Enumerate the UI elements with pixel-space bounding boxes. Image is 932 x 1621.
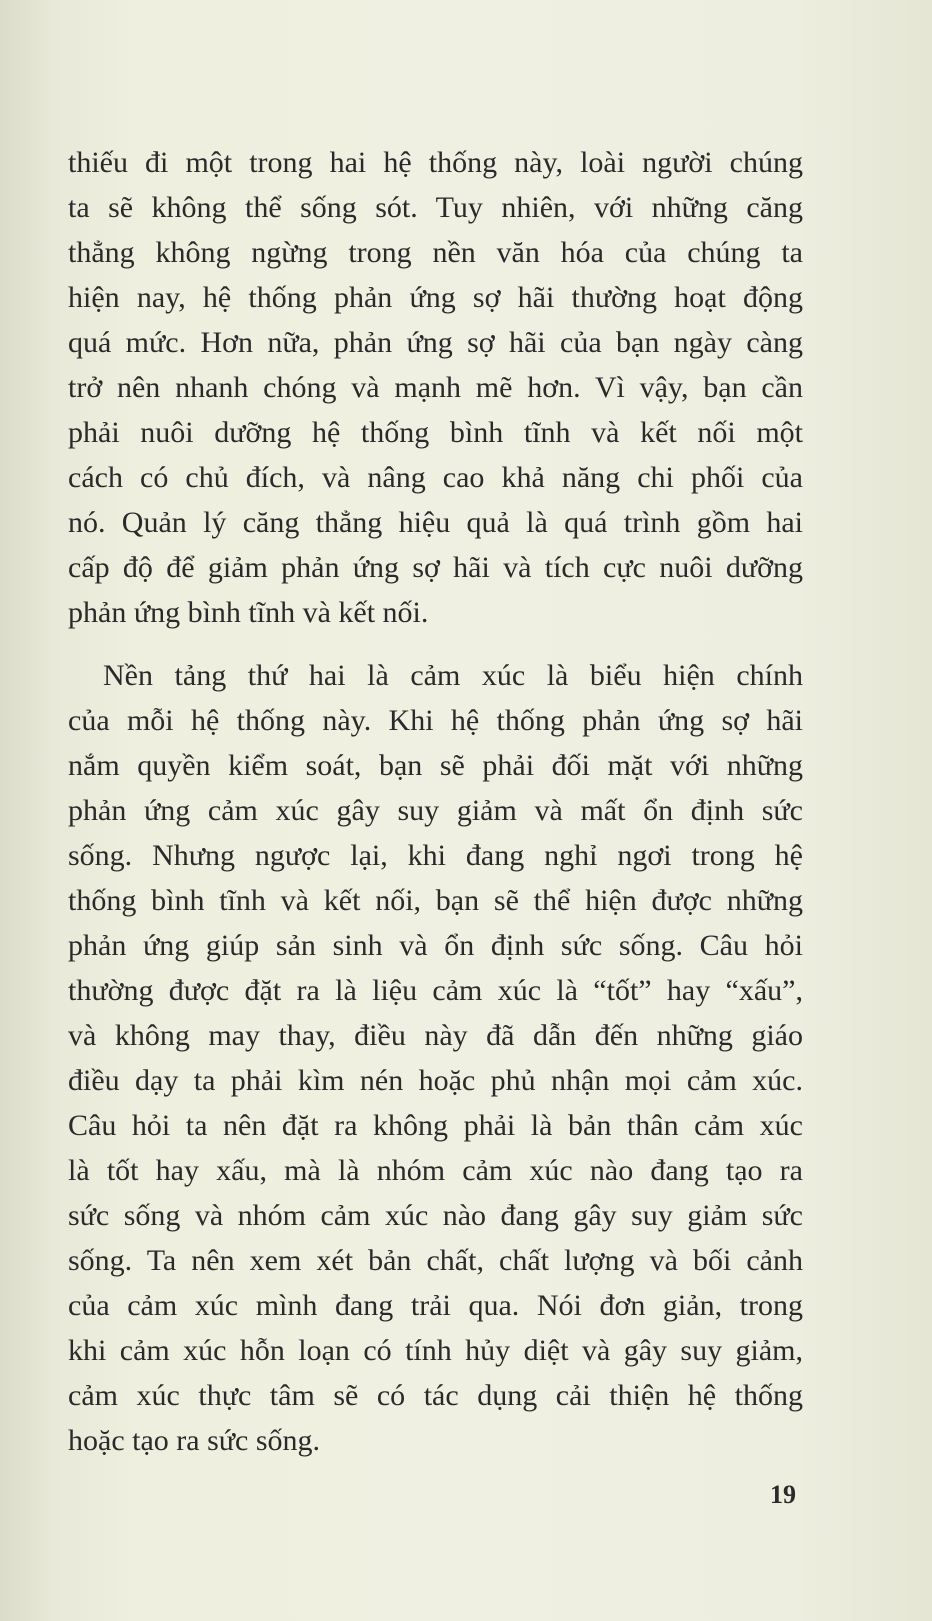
text-line: cấp độ để giảm phản ứng sợ hãi và tích cực nuôi dưỡng [68, 551, 803, 584]
body-text [68, 140, 803, 1463]
text-line: hiện nay, hệ thống phản ứng sợ hãi thường hoạt động [68, 281, 803, 314]
text-line: sống. Nhưng ngược lại, khi đang nghỉ ngơi trong hệ [68, 839, 803, 872]
text-line: cảm xúc thực tâm sẽ có tác dụng cải thiện hệ thống [68, 1379, 803, 1412]
text-line: hoặc tạo ra sức sống. [68, 1424, 321, 1457]
text-line: ta sẽ không thể sống sót. Tuy nhiên, với những căng [68, 191, 803, 224]
text-line: điều dạy ta phải kìm nén hoặc phủ nhận mọi cảm xúc. [68, 1064, 803, 1097]
text-line: của cảm xúc mình đang trải qua. Nói đơn giản, trong [68, 1289, 803, 1322]
paragraph-gap [68, 635, 803, 653]
text-line: nó. Quản lý căng thẳng hiệu quả là quá trình gồm hai [68, 506, 803, 539]
text-line: thẳng không ngừng trong nền văn hóa của chúng ta [68, 236, 803, 269]
text-line: và không may thay, điều này đã dẫn đến những giáo [68, 1019, 803, 1052]
paragraph-1 [68, 140, 803, 635]
text-line: phản ứng bình tĩnh và kết nối. [68, 596, 429, 629]
text-line: thống bình tĩnh và kết nối, bạn sẽ thể hiện được những [68, 884, 803, 917]
text-line: sức sống và nhóm cảm xúc nào đang gây suy giảm sức [68, 1199, 803, 1232]
text-line: phản ứng cảm xúc gây suy giảm và mất ổn định sức [68, 794, 803, 827]
text-line: quá mức. Hơn nữa, phản ứng sợ hãi của bạn ngày càng [68, 326, 803, 359]
paragraph-2 [68, 653, 803, 1463]
text-line: thiếu đi một trong hai hệ thống này, loài người chúng [68, 146, 803, 179]
text-line: trở nên nhanh chóng và mạnh mẽ hơn. Vì vậy, bạn cần [68, 371, 803, 404]
text-line: của mỗi hệ thống này. Khi hệ thống phản ứng sợ hãi [68, 704, 803, 737]
text-line: cách có chủ đích, và nâng cao khả năng chi phối của [68, 461, 803, 494]
page-number: 19 [770, 1480, 796, 1509]
text-line: phải nuôi dưỡng hệ thống bình tĩnh và kết nối một [68, 416, 803, 449]
text-line: phản ứng giúp sản sinh và ổn định sức sống. Câu hỏi [68, 929, 803, 962]
text-line: khi cảm xúc hỗn loạn có tính hủy diệt và gây suy giảm, [68, 1334, 803, 1367]
text-line: là tốt hay xấu, mà là nhóm cảm xúc nào đang tạo ra [68, 1154, 803, 1187]
text-line: Câu hỏi ta nên đặt ra không phải là bản thân cảm xúc [68, 1109, 803, 1142]
text-line: thường được đặt ra là liệu cảm xúc là “tốt” hay “xấu”, [68, 974, 803, 1007]
text-line: nắm quyền kiểm soát, bạn sẽ phải đối mặt với những [68, 749, 803, 782]
text-line: Nền tảng thứ hai là cảm xúc là biểu hiện chính [103, 659, 803, 692]
text-line: sống. Ta nên xem xét bản chất, chất lượng và bối cảnh [68, 1244, 803, 1277]
